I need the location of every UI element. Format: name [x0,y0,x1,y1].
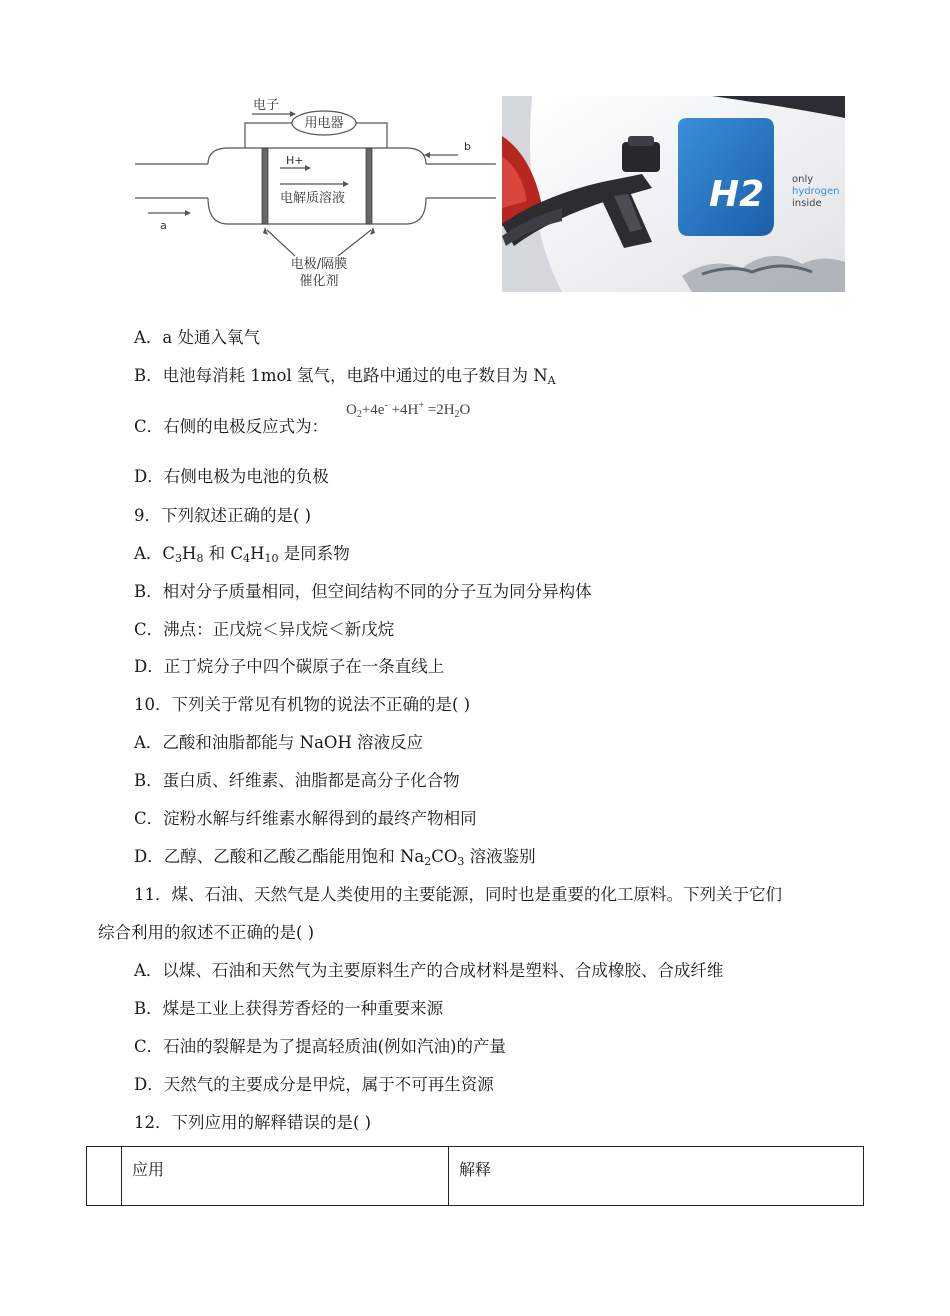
q10-stem: 10．下列关于常见有机物的说法不正确的是( ) [134,695,471,714]
q9-stem: 9．下列叙述正确的是( ) [134,506,312,525]
q12-table [86,1146,864,1206]
q10-option-b: B．蛋白质、纤维素、油脂都是高分子化合物 [134,771,460,790]
electrode-label: 电极/隔膜 [290,257,348,272]
table-cell-index [87,1147,122,1206]
photo-caption-inside: inside [792,198,822,209]
q10-option-c: C．淀粉水解与纤维素水解得到的最终产物相同 [134,809,477,828]
q11-option-b: B．煤是工业上获得芳香烃的一种重要来源 [134,999,444,1018]
q9-option-d: D．正丁烷分子中四个碳原子在一条直线上 [134,657,445,676]
q11-option-c: C．石油的裂解是为了提高轻质油(例如汽油)的产量 [134,1037,506,1056]
q8-option-a: A．a 处通入氧气 [134,328,260,347]
q11-stem-line1: 11．煤、石油、天然气是人类使用的主要能源，同时也是重要的化工原料。下列关于它们 [134,885,782,904]
q12-stem: 12．下列应用的解释错误的是( ) [134,1113,372,1132]
table-header-explanation: 解释 [449,1147,864,1206]
inlet-a-label: a [160,219,167,232]
q11-option-a: A．以煤、石油和天然气为主要原料生产的合成材料是塑料、合成橡胶、合成纤维 [134,961,724,980]
q11-option-d: D．天然气的主要成分是甲烷，属于不可再生资源 [134,1075,494,1094]
table-header-application: 应用 [122,1147,449,1206]
question-figure [130,96,845,294]
catalyst-label: 催化剂 [299,274,339,289]
q11-stem-line2: 综合利用的叙述不正确的是( ) [98,923,315,942]
q9-option-b: B．相对分子质量相同，但空间结构不同的分子互为同分异构体 [134,582,592,601]
q9-option-a: A．$C_3H_8$ 和 $C_4H_{10}$ 是同系物 [134,544,350,565]
load-label: 用电器 [304,116,344,131]
photo-caption-hydrogen: hydrogen [792,186,840,197]
electrolyte-label: 电解质溶液 [280,191,346,206]
q8-option-b: B．电池每消耗 1mol 氢气，电路中通过的电子数目为 $N_A$ [134,366,556,387]
photo-caption-only: only [792,174,814,185]
proton-label: H+ [286,154,304,167]
fuel-cell-diagram [130,96,498,292]
q9-option-c: C．沸点：正戊烷＜异戊烷＜新戊烷 [134,620,395,639]
inlet-b-label: b [464,140,471,153]
q10-option-a: A．乙酸和油脂都能与 NaOH 溶液反应 [134,733,424,752]
electron-label: 电子 [253,98,280,113]
electrode-equation: $O_2+4e^- +4H^+ =2H_2O$ [346,400,471,420]
q8-option-d: D．右侧电极为电池的负极 [134,467,329,486]
q10-option-d: D．乙醇、乙酸和乙酸乙酯能用饱和 $Na_2CO_3$ 溶液鉴别 [134,847,536,868]
h2-badge: H2 [709,174,765,215]
table-row [87,1147,864,1206]
q8-option-c: C．右侧的电极反应式为： [134,417,329,436]
hydrogen-refuel-photo [502,96,845,292]
